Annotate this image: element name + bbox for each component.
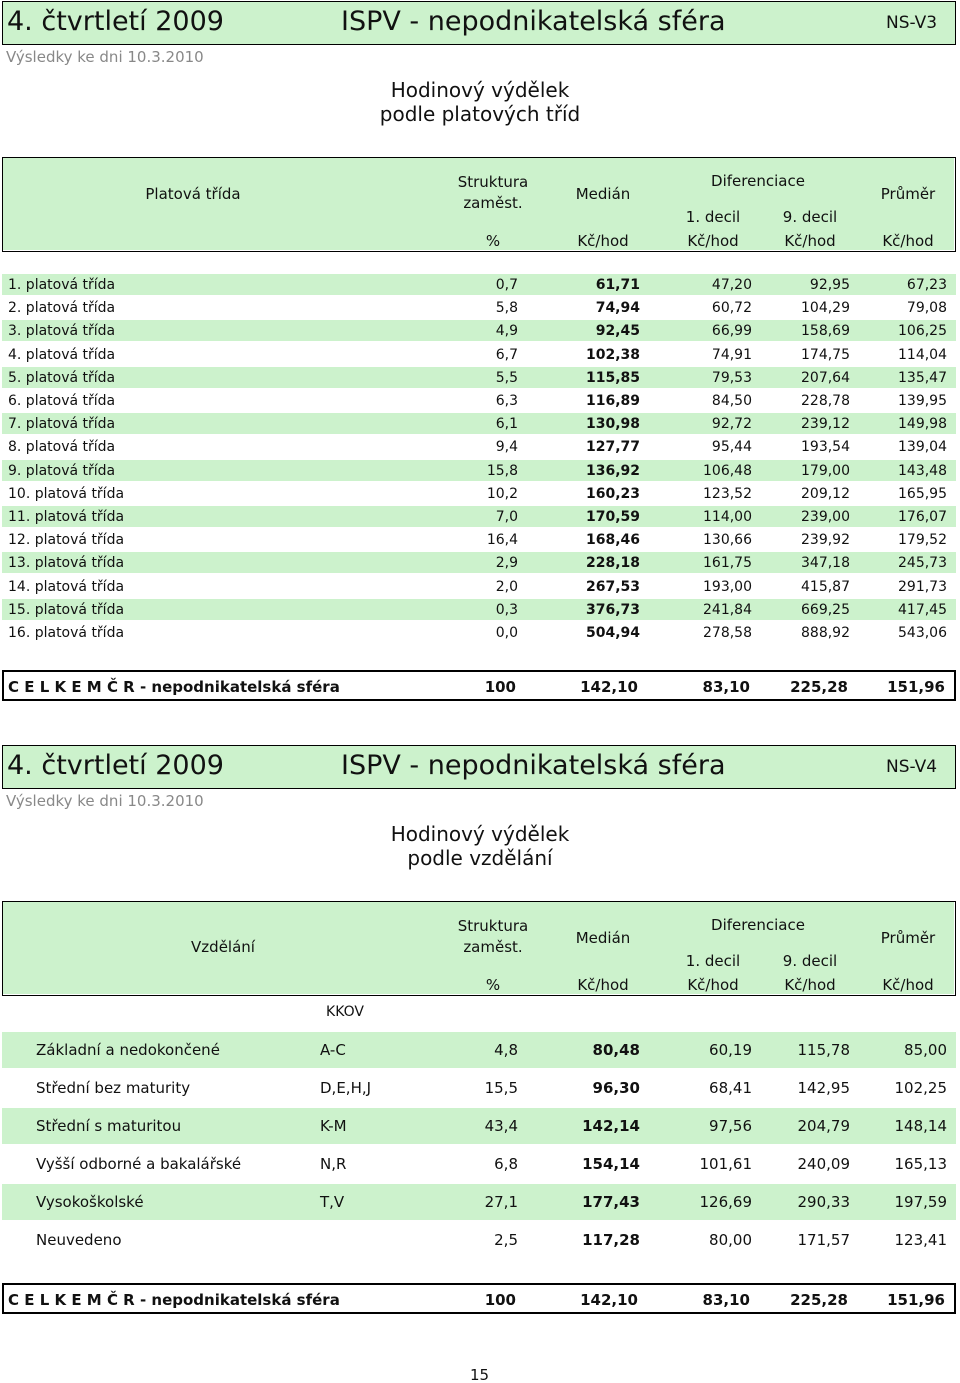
cell-median: 504,94 [585,625,640,641]
cell-median: 376,73 [585,601,640,618]
cell-decil9: 158,69 [801,323,850,340]
cell-decil9: 92,95 [809,277,850,293]
section1-title: ISPV - nepodnikatelská sféra [341,6,726,37]
col-decil1: 1. decil [685,208,741,226]
cell-kkov: K-M [320,1117,347,1135]
total-decil1: 83,10 [702,678,750,696]
cell-prumer: 291,73 [898,578,947,595]
cell-struktura: 6,7 [495,346,518,363]
total-decil9: 225,28 [790,678,848,696]
cell-median: 170,59 [585,509,640,525]
section2-title: ISPV - nepodnikatelská sféra [341,750,726,781]
unit2-decil9: Kč/hod [784,976,836,994]
table-row [2,506,956,527]
cell-decil9: 207,64 [801,369,850,386]
cell-kkov: D,E,H,J [320,1079,372,1097]
cell-struktura: 2,9 [495,555,518,572]
cell-decil1: 60,72 [711,300,752,317]
cell-decil9: 193,54 [801,439,850,456]
cell-prumer: 85,00 [904,1041,947,1059]
cell-median: 127,77 [585,439,640,456]
cell-struktura: 6,3 [495,393,518,409]
table-row [2,413,956,434]
section1-heading-line2: podle platových tříd [379,102,581,126]
cell-decil1: 130,66 [703,532,752,549]
cell-prumer: 123,41 [894,1231,947,1249]
row-label: 7. platová třída [8,416,116,433]
page-number: 15 [470,1366,490,1383]
row-label: 8. platová třída [8,439,116,456]
section1-total-row [2,670,956,701]
table-row [2,297,956,318]
cell-decil1: 161,75 [703,555,752,572]
col2-struktura-2: zaměst. [463,938,523,956]
section1-header-bar [2,1,956,45]
row-label: 14. platová třída [8,578,125,595]
row-label: Střední bez maturity [36,1079,191,1097]
row-label: Neuvedeno [36,1231,122,1249]
cell-decil1: 278,58 [703,625,752,641]
cell-decil9: 888,92 [801,625,850,641]
section2-heading-line1: Hodinový výdělek [390,822,570,846]
cell-prumer: 106,25 [898,323,947,340]
cell-kkov: N,R [320,1155,347,1173]
table-row [2,367,956,388]
row-label: 1. platová třída [8,277,116,293]
total-label: C E L K E M Č R - nepodnikatelská sféra [8,678,340,696]
section1-code: NS-V3 [886,13,938,33]
table-row [2,552,956,573]
cell-decil9: 239,92 [801,532,850,549]
cell-median: 267,53 [585,578,640,595]
cell-decil9: 209,12 [801,485,850,502]
section1-heading-line1: Hodinový výdělek [390,78,570,102]
cell-struktura: 5,5 [495,369,518,386]
unit-prumer: Kč/hod [882,232,934,250]
cell-decil9: 415,87 [801,578,850,595]
row-label: 2. platová třída [8,300,116,317]
cell-struktura: 16,4 [486,532,518,549]
cell-struktura: 5,8 [495,300,518,317]
cell-prumer: 543,06 [898,625,947,641]
cell-decil1: 193,00 [703,578,752,595]
col-median: Medián [575,185,631,203]
cell-decil1: 84,50 [711,393,752,409]
table-row [2,483,956,504]
row-label: 3. platová třída [8,323,116,340]
total2-decil9: 225,28 [790,1291,848,1309]
table-row [2,344,956,365]
unit2-median: Kč/hod [577,976,629,994]
row-label: Střední s maturitou [36,1117,182,1135]
cell-prumer: 139,04 [898,439,947,456]
cell-struktura: 43,4 [484,1117,518,1135]
col-diferenciace: Diferenciace [711,172,805,190]
section2-quarter: 4. čtvrtletí 2009 [7,750,224,781]
row-label: Základní a nedokončené [36,1041,220,1059]
section1-heading [300,78,660,126]
cell-median: 96,30 [592,1079,640,1097]
cell-decil9: 115,78 [797,1041,850,1059]
cell-struktura: 15,5 [484,1079,518,1097]
cell-prumer: 135,47 [898,369,947,386]
cell-prumer: 176,07 [898,509,947,525]
cell-decil9: 347,18 [801,555,850,572]
row-label: 9. platová třída [8,462,116,479]
col2-prumer: Průměr [880,929,936,947]
cell-prumer: 165,13 [894,1155,947,1173]
cell-decil1: 106,48 [703,462,752,479]
cell-kkov: A-C [320,1041,346,1059]
row-label: 4. platová třída [8,346,116,363]
total-struktura: 100 [484,678,516,696]
unit2-pct: % [485,976,501,994]
cell-decil1: 74,91 [711,346,752,363]
cell-median: 102,38 [585,346,640,363]
cell-prumer: 148,14 [894,1117,947,1135]
col-platova-trida: Platová třída [145,185,241,203]
section1-date: Výsledky ke dni 10.3.2010 [6,48,204,66]
table-row [2,1146,956,1182]
cell-struktura: 0,0 [495,625,518,641]
cell-median: 74,94 [595,300,640,317]
unit2-decil1: Kč/hod [687,976,739,994]
col-vzdelani: Vzdělání [191,938,255,956]
table-row [2,1184,956,1220]
section1-quarter: 4. čtvrtletí 2009 [7,6,224,37]
col-struktura: Struktura [457,173,529,191]
cell-decil1: 79,53 [711,369,752,386]
row-label: 15. platová třída [8,601,125,618]
col2-diferenciace: Diferenciace [711,916,805,934]
total-median: 142,10 [580,678,638,696]
cell-median: 92,45 [595,323,640,340]
cell-struktura: 6,1 [495,416,518,433]
cell-median: 142,14 [582,1117,640,1135]
cell-decil9: 290,33 [797,1193,850,1211]
table-row [2,599,956,620]
cell-prumer: 79,08 [906,300,947,317]
table-row [2,460,956,481]
cell-prumer: 67,23 [906,277,947,293]
cell-struktura: 0,7 [495,277,518,293]
row-label: 5. platová třída [8,369,116,386]
table-row [2,436,956,457]
col2-decil1: 1. decil [685,952,741,970]
cell-struktura: 7,0 [495,509,518,525]
unit-pct: % [485,232,501,250]
total2-prumer: 151,96 [887,1291,945,1309]
cell-struktura: 15,8 [486,462,518,479]
cell-struktura: 4,9 [495,323,518,340]
cell-decil1: 80,00 [709,1231,752,1249]
table-row [2,529,956,550]
cell-prumer: 179,52 [898,532,947,549]
cell-decil9: 228,78 [801,393,850,409]
cell-struktura: 0,3 [495,601,518,618]
cell-median: 160,23 [585,485,640,502]
cell-decil1: 126,69 [699,1193,752,1211]
cell-decil9: 142,95 [797,1079,850,1097]
cell-decil9: 240,09 [797,1155,850,1173]
cell-decil1: 66,99 [711,323,752,340]
cell-decil1: 241,84 [703,601,752,618]
col2-decil9: 9. decil [782,952,838,970]
cell-prumer: 114,04 [898,346,947,363]
cell-decil9: 204,79 [797,1117,850,1135]
cell-decil9: 179,00 [801,462,850,479]
col-struktura-2: zaměst. [463,194,523,212]
table-row [2,1222,956,1258]
section2-table-header [2,901,956,996]
cell-decil9: 174,75 [801,346,850,363]
unit-decil9: Kč/hod [784,232,836,250]
cell-median: 228,18 [585,555,640,572]
cell-struktura: 2,5 [494,1231,518,1249]
row-label: 13. platová třída [8,555,125,572]
total2-median: 142,10 [580,1291,638,1309]
cell-prumer: 245,73 [898,555,947,572]
col-prumer: Průměr [880,185,936,203]
cell-decil9: 171,57 [797,1231,850,1249]
cell-median: 168,46 [585,532,640,549]
row-label: Vysokoškolské [36,1193,144,1211]
cell-decil1: 92,72 [711,416,752,433]
cell-struktura: 9,4 [495,439,518,456]
row-label: 10. platová třída [8,485,125,502]
table-row [2,390,956,411]
section2-code: NS-V4 [886,757,938,777]
table-row [2,1070,956,1106]
cell-median: 115,85 [585,369,640,386]
section2-header-bar [2,745,956,789]
cell-prumer: 165,95 [898,485,947,502]
total2-struktura: 100 [484,1291,516,1309]
cell-struktura: 2,0 [495,578,518,595]
cell-decil1: 68,41 [709,1079,752,1097]
cell-prumer: 139,95 [898,393,947,409]
table-row [2,1032,956,1068]
cell-median: 116,89 [585,393,640,409]
cell-decil9: 669,25 [801,601,850,618]
unit-decil1: Kč/hod [687,232,739,250]
total-prumer: 151,96 [887,678,945,696]
cell-decil1: 123,52 [703,485,752,502]
table-row [2,576,956,597]
total2-label: C E L K E M Č R - nepodnikatelská sféra [8,1291,340,1309]
row-label: Vyšší odborné a bakalářské [36,1155,242,1173]
col2-median: Medián [575,929,631,947]
section2-heading [300,822,660,870]
col-kkov: KKOV [326,1004,364,1020]
table-row [2,622,956,643]
cell-prumer: 102,25 [894,1079,947,1097]
section2-total-row [2,1283,956,1314]
total2-decil1: 83,10 [702,1291,750,1309]
col-decil9: 9. decil [782,208,838,226]
cell-struktura: 6,8 [494,1155,518,1173]
cell-decil1: 114,00 [703,509,752,525]
cell-decil1: 47,20 [711,277,752,293]
cell-median: 117,28 [582,1231,640,1249]
section1-table-header [2,157,956,252]
cell-struktura: 10,2 [486,485,518,502]
cell-prumer: 197,59 [894,1193,947,1211]
cell-decil9: 239,12 [801,416,850,433]
section2-heading-line2: podle vzdělání [407,846,553,870]
row-label: 6. platová třída [8,393,116,409]
cell-struktura: 27,1 [484,1193,518,1211]
cell-median: 130,98 [585,416,640,433]
cell-decil1: 101,61 [699,1155,752,1173]
cell-median: 80,48 [592,1041,640,1059]
cell-median: 61,71 [595,277,640,293]
unit2-prumer: Kč/hod [882,976,934,994]
cell-decil9: 239,00 [801,509,850,525]
col2-struktura: Struktura [457,917,529,935]
row-label: 12. platová třída [8,532,125,549]
table-row [2,274,956,295]
cell-median: 136,92 [585,462,640,479]
cell-struktura: 4,8 [494,1041,518,1059]
table-row [2,1108,956,1144]
cell-median: 154,14 [582,1155,640,1173]
cell-decil9: 104,29 [801,300,850,317]
cell-prumer: 417,45 [898,601,947,618]
cell-decil1: 60,19 [709,1041,752,1059]
row-label: 11. platová třída [8,509,125,525]
cell-kkov: T,V [320,1193,345,1211]
cell-decil1: 97,56 [709,1117,752,1135]
cell-median: 177,43 [582,1193,640,1211]
cell-decil1: 95,44 [711,439,752,456]
cell-prumer: 149,98 [898,416,947,433]
cell-prumer: 143,48 [898,462,947,479]
section2-date: Výsledky ke dni 10.3.2010 [6,792,204,810]
unit-median: Kč/hod [577,232,629,250]
row-label: 16. platová třída [8,625,125,641]
table-row [2,320,956,341]
